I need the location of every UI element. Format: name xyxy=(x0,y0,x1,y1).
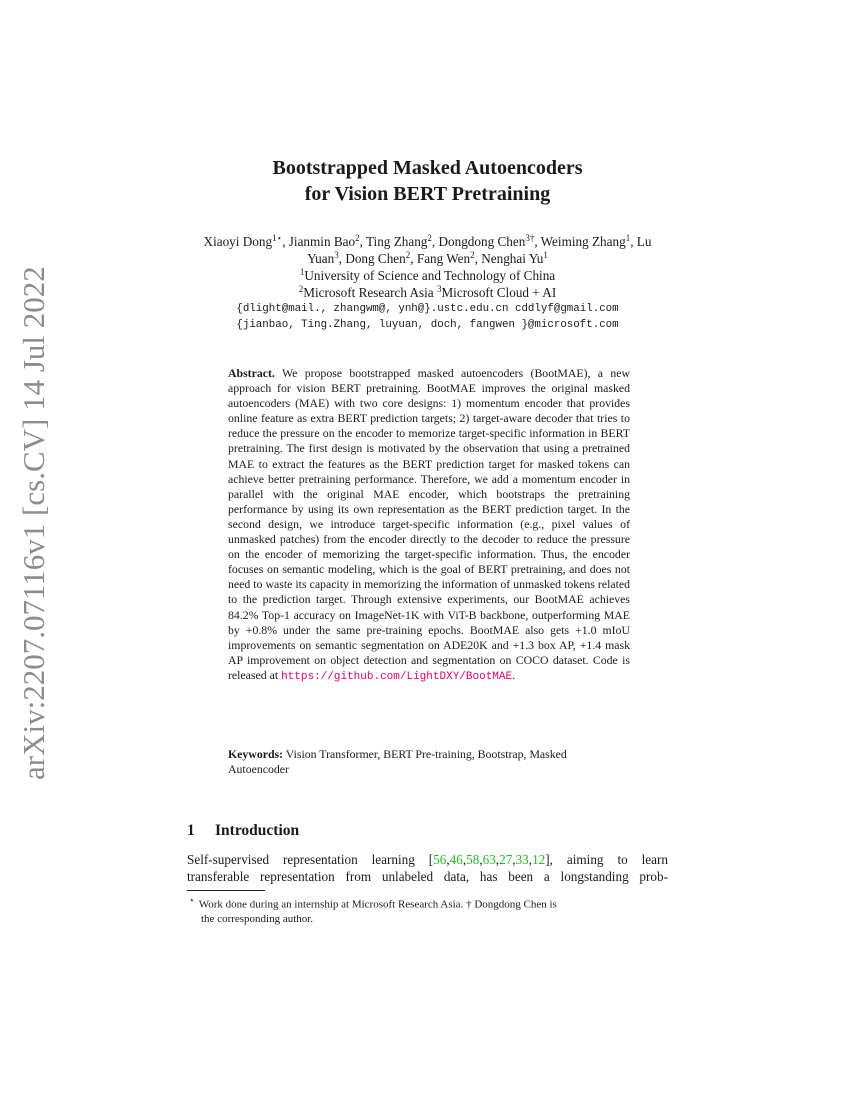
title-line-2: for Vision BERT Pretraining xyxy=(304,183,551,205)
author-affiliation-mark: 2 xyxy=(355,233,360,243)
arxiv-identifier: arXiv:2207.07116v1 [cs.CV] 14 Jul 2022 xyxy=(16,266,51,780)
section-title: Introduction xyxy=(215,822,300,839)
author-affiliation-mark: 2 xyxy=(405,250,411,260)
affiliation-1: $^1$University of Science and Technology of China xyxy=(299,267,556,283)
author-block xyxy=(185,233,670,333)
author: Dongdong Chen xyxy=(438,234,526,249)
title-line-1: Bootstrapped Masked Autoencoders xyxy=(272,157,583,179)
citation-link[interactable]: 27 xyxy=(499,852,513,867)
author: Ting Zhang xyxy=(365,234,428,249)
paper-title xyxy=(0,155,850,207)
citation-link[interactable]: 12 xyxy=(532,852,546,867)
author-affiliation-mark: 2 xyxy=(427,233,432,243)
author-list: Xiaoyi Dong$^{1⋆}$, Jianmin Bao$^2$, Ting Zhang$^2$, Dongdong Chen$^{3\dagger}$, Weiming Zhang$^1$, Lu Yuan$^3$, Dong Chen$^2$, Fang Wen$^2$, Nenghai Yu$^1$ xyxy=(203,233,652,266)
citation-link[interactable]: 33 xyxy=(515,852,529,867)
abstract: Abstract. We propose bootstrapped masked autoencoders (BootMAE), a new approach for vision BERT pretraining. BootMAE improves the original masked autoencoders (MAE) with two core designs: 1) momentum encoder that provides online feature as extra BERT prediction targets; 2) target-aware decoder that tries to reduce the pressure on the encoder to memorize target-specific information in BERT pretraining. The first design is motivated by the observation that using a pretrained MAE to extract the features as the BERT prediction target for masked tokens can achieve better pretraining performance. Therefore, we add a momentum encoder in parallel with the original MAE encoder, which bootstraps the pretraining performance by using its own representation as the BERT prediction target. In the second design, we introduce target-specific information (e.g., pixel values of unmasked patches) from the encoder directly to the decoder to reduce the pressure on the encoder of memorizing the target-specific information. Thus, the encoder focuses on semantic modeling, which is the goal of BERT pretraining, and does not need to waste its capacity in memorizing the information of unmasked tokens related to the prediction target. Through extensive experiments, our BootMAE achieves 84.2% Top-1 accuracy on ImageNet-1K with ViT-B backbone, outperforming MAE by +0.8% under the same pre-training epochs. BootMAE also gets +1.0 mIoU improvements on semantic segmentation on ADE20K and +1.3 box AP, +1.4 mask AP improvement on object detection and segmentation on COCO dataset. Code is released at https://github.com/LightDXY/BootMAE. xyxy=(228,366,630,683)
author-affiliation-mark: 1⋆ xyxy=(272,233,283,243)
citation-link[interactable]: 56 xyxy=(433,852,447,867)
author-affiliation-mark: 3† xyxy=(525,233,535,243)
author: Weiming Zhang xyxy=(540,234,626,249)
email-line-2: {jianbao, Ting.Zhang, luyuan, doch, fangwen }@microsoft.com xyxy=(236,319,619,331)
author: Dong Chen xyxy=(345,251,406,266)
section-heading xyxy=(187,822,299,840)
author: Nenghai Yu xyxy=(481,251,544,266)
keywords-label: Keywords: xyxy=(228,747,284,761)
author-affiliation-mark: 3 xyxy=(334,250,339,260)
author: Xiaoyi Dong xyxy=(203,234,273,249)
author: Lu Yuan xyxy=(307,234,652,266)
email-line-1: {dlight@mail., zhangwm@, ynh@}.ustc.edu.cn cddlyf@gmail.com xyxy=(236,303,619,315)
keywords-text: Vision Transformer, BERT Pre-training, Bootstrap, Masked Autoencoder xyxy=(228,747,567,777)
footnote-rule xyxy=(187,890,265,891)
citation-link[interactable]: 46 xyxy=(449,852,463,867)
code-link[interactable]: https://github.com/LightDXY/BootMAE xyxy=(281,670,513,683)
keywords xyxy=(228,747,630,777)
section-number: 1 xyxy=(187,822,195,839)
author: Jianmin Bao xyxy=(288,234,356,249)
intro-paragraph xyxy=(187,851,668,885)
footnote: ⋆ Work done during an internship at Microsoft Research Asia. † Dongdong Chen is the corresponding author. xyxy=(189,895,557,926)
footnote-mark: ⋆ xyxy=(189,895,195,905)
author-affiliation-mark: 1 xyxy=(625,233,631,243)
intro-line: transferable representation from unlabeled data, has been a longstanding prob- xyxy=(187,869,668,884)
citation-link[interactable]: 58 xyxy=(466,852,480,867)
abstract-label: Abstract. xyxy=(228,366,275,380)
author-affiliation-mark: 2 xyxy=(470,250,475,260)
affiliation-2-3: $^2$Microsoft Research Asia $^3$Microsoft Cloud + AI xyxy=(298,284,557,300)
abstract-text: We propose bootstrapped masked autoencoders (BootMAE), a new approach for vision BERT pretraining. BootMAE improves the original masked autoencoders (MAE) with two core designs: 1) momentum encoder that provides online feature as extra BERT prediction targets; 2) target-aware decoder that tries to reduce the pressure on the encoder to memorize target-specific information in BERT pretraining. The first design is motivated by the observation that using a pretrained MAE to extract the features as the BERT prediction target for masked tokens can achieve better pretraining performance. Therefore, we add a momentum encoder in parallel with the original MAE encoder, which bootstraps the pretraining performance by using its own representation as the BERT prediction target. In the second design, we introduce target-specific information (e.g., pixel values of unmasked patches) from the encoder directly to the decoder to reduce the pressure on the encoder of memorizing the target-specific information. Thus, the encoder focuses on semantic modeling, which is the goal of BERT pretraining, and does not need to waste its capacity in memorizing the information of unmasked tokens related to the prediction target. Through extensive experiments, our BootMAE achieves 84.2% Top-1 accuracy on ImageNet-1K with ViT-B backbone, outperforming MAE by +0.8% under the same pre-training epochs. BootMAE also gets +1.0 mIoU improvements on semantic segmentation on ADE20K and +1.3 box AP, +1.4 mask AP improvement on object detection and segmentation on COCO dataset. Code is released at xyxy=(228,366,630,682)
author-affiliation-mark: 1 xyxy=(543,250,548,260)
author: Fang Wen xyxy=(416,251,471,266)
citation-link[interactable]: 63 xyxy=(482,852,496,867)
intro-line: Self-supervised representation learning [56,46,58,63,27,33,12], aiming to learn xyxy=(187,852,668,867)
